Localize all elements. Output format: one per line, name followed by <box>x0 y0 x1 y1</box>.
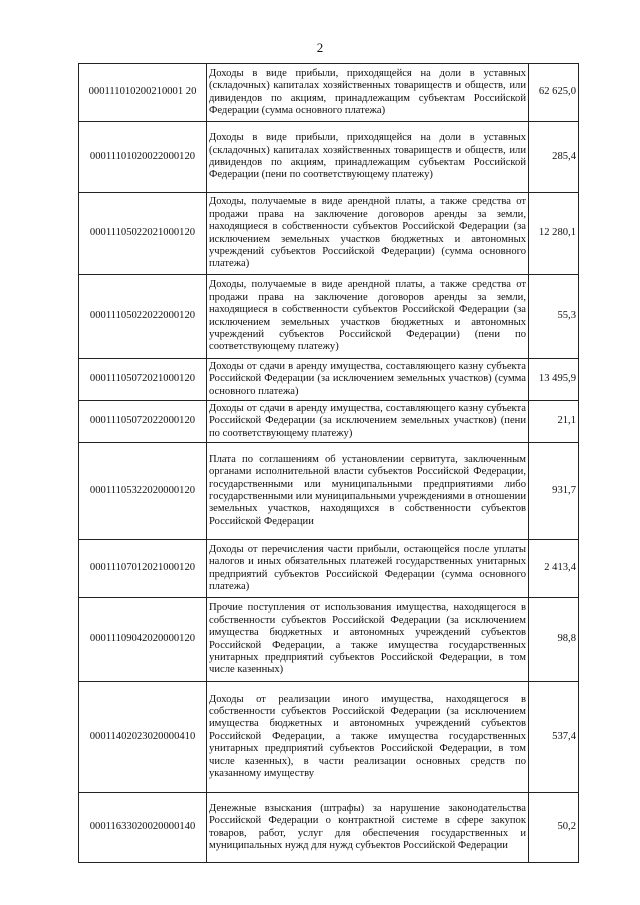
table-row <box>79 793 579 863</box>
amount-cell: 98,8 <box>529 598 579 682</box>
budget-code-cell: 00011633020020000140 <box>79 793 207 863</box>
budget-code-cell: 00011107012021000120 <box>79 540 207 598</box>
amount-cell: 62 625,0 <box>529 64 579 122</box>
description-cell: Доходы в виде прибыли, приходящейся на доли в уставных (складочных) капиталах хозяйственных товариществ и обществ, или дивидендов по акциям, принадлежащим субъектам Российской Федерации (сумма основного платежа) <box>207 64 529 122</box>
amount-cell: 537,4 <box>529 682 579 793</box>
table-row <box>79 443 579 540</box>
budget-code-cell: 00011105072021000120 <box>79 359 207 401</box>
budget-code-cell: 00011109042020000120 <box>79 598 207 682</box>
description-cell: Доходы от сдачи в аренду имущества, составляющего казну субъекта Российской Федерации (за исключением земельных участков) (сумма основного платежа) <box>207 359 529 401</box>
amount-cell: 50,2 <box>529 793 579 863</box>
table-row <box>79 122 579 193</box>
table-row <box>79 598 579 682</box>
budget-code-cell: 00011402023020000410 <box>79 682 207 793</box>
budget-code-cell: 00011105322020000120 <box>79 443 207 540</box>
budget-code-cell: 00011105022021000120 <box>79 193 207 275</box>
description-cell: Плата по соглашениям об установлении сервитута, заключенным органами исполнительной власти субъектов Российской Федерации, государственными или муниципальными предприятиями либо государственными или муниципальными учреждениями в отношении земельных участков, находящихся в собственности субъектов Российской Федерации <box>207 443 529 540</box>
budget-code-cell: 000111010200210001 20 <box>79 64 207 122</box>
amount-cell: 55,3 <box>529 275 579 359</box>
table-row <box>79 64 579 122</box>
description-cell: Денежные взыскания (штрафы) за нарушение законодательства Российской Федерации о контрактной системе в сфере закупок товаров, работ, услуг для обеспечения государственных и муниципальных нужд для нужд субъектов Российской Федерации <box>207 793 529 863</box>
description-cell: Прочие поступления от использования имущества, находящегося в собственности субъектов Российской Федерации (за исключением имущества бюджетных и автономных учреждений субъектов Российской Федерации, а также имущества государственных унитарных предприятий субъектов Российской Федерации, в том числе казенных) <box>207 598 529 682</box>
description-cell: Доходы от реализации иного имущества, находящегося в собственности субъектов Российской Федерации (за исключением имущества бюджетных и автономных учреждений субъектов Российской Федерации, а также имущества государственных унитарных предприятий субъектов Российской Федерации, в том числе казенных), в части реализации основных средств по указанному имуществу <box>207 682 529 793</box>
amount-cell: 13 495,9 <box>529 359 579 401</box>
budget-code-cell: 00011105072022000120 <box>79 401 207 443</box>
table-row <box>79 401 579 443</box>
table-row <box>79 682 579 793</box>
table-row <box>79 275 579 359</box>
amount-cell: 21,1 <box>529 401 579 443</box>
description-cell: Доходы в виде прибыли, приходящейся на доли в уставных (складочных) капиталах хозяйственных товариществ и обществ, или дивидендов по акциям, принадлежащим субъектам Российской Федерации (пени по соответствующему платежу) <box>207 122 529 193</box>
description-cell: Доходы, получаемые в виде арендной платы, а также средства от продажи права на заключение договоров аренды за земли, находящиеся в собственности субъектов Российской Федерации (за исключением земельных участков бюджетных и автономных учреждений субъектов Российской Федерации) (сумма основного платежа) <box>207 193 529 275</box>
budget-code-cell: 00011101020022000120 <box>79 122 207 193</box>
description-cell: Доходы от перечисления части прибыли, остающейся после уплаты налогов и иных обязательных платежей государственных унитарных предприятий субъектов Российской Федерации (сумма основного платежа) <box>207 540 529 598</box>
amount-cell: 12 280,1 <box>529 193 579 275</box>
table-row <box>79 359 579 401</box>
revenue-table <box>78 63 579 863</box>
page-number: 2 <box>316 40 324 55</box>
amount-cell: 2 413,4 <box>529 540 579 598</box>
budget-code-cell: 00011105022022000120 <box>79 275 207 359</box>
amount-cell: 285,4 <box>529 122 579 193</box>
table-row <box>79 193 579 275</box>
description-cell: Доходы от сдачи в аренду имущества, составляющего казну субъекта Российской Федерации (за исключением земельных участков) (пени по соответствующему платежу) <box>207 401 529 443</box>
amount-cell: 931,7 <box>529 443 579 540</box>
description-cell: Доходы, получаемые в виде арендной платы, а также средства от продажи права на заключение договоров аренды за земли, находящиеся в собственности субъектов Российской Федерации (за исключением земельных участков бюджетных и автономных учреждений субъектов Российской Федерации) (пени по соответствующему платежу) <box>207 275 529 359</box>
table-row <box>79 540 579 598</box>
